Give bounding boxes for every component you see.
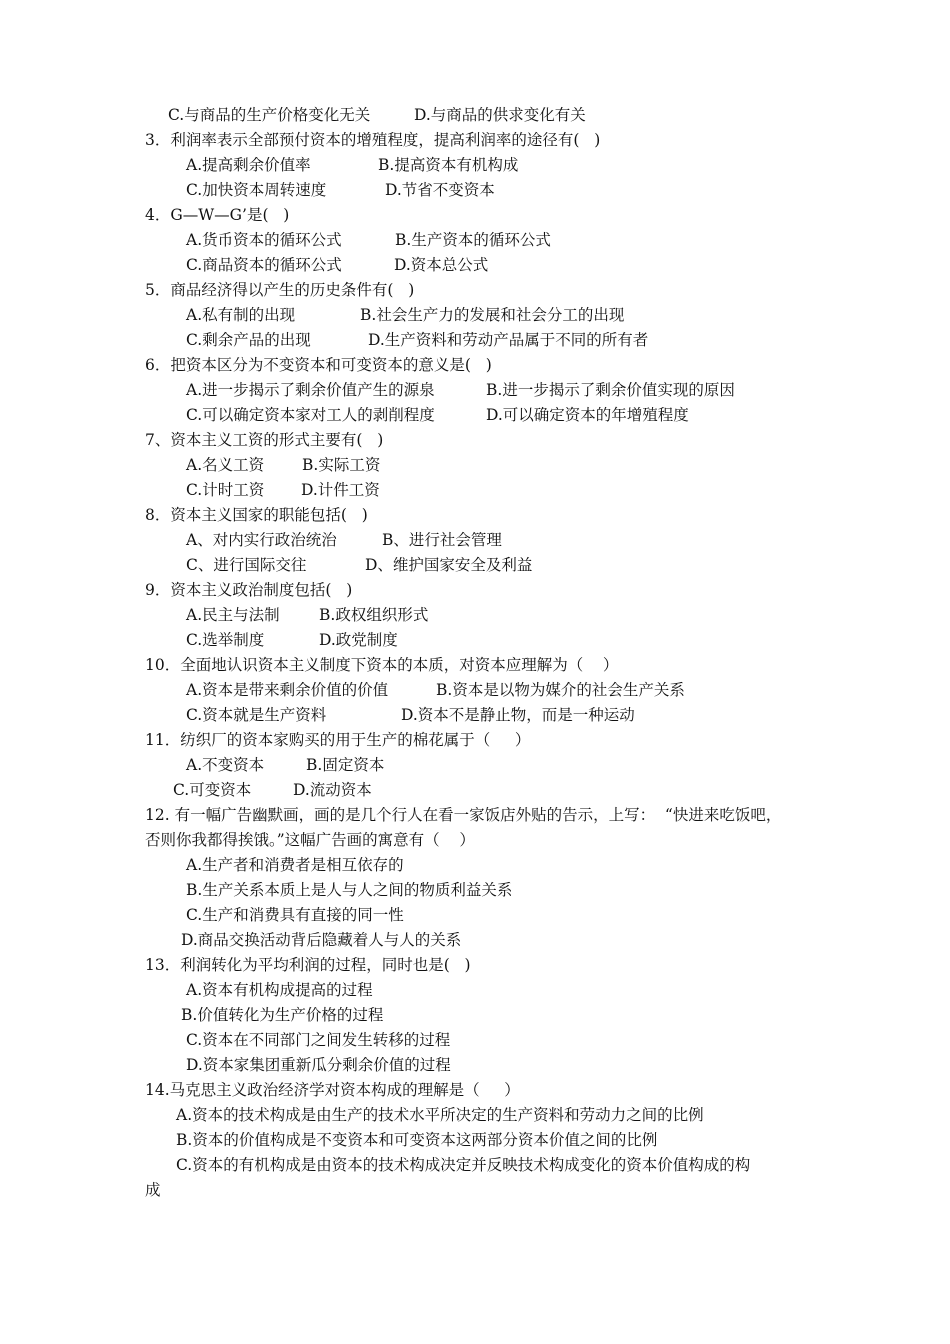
option-text: A.资本有机构成提高的过程 — [186, 981, 373, 999]
option-text: B.提高资本有机构成 — [378, 156, 519, 174]
option-text: B、进行社会管理 — [382, 531, 502, 549]
option-text: A.资本是带来剩余价值的价值 — [186, 681, 389, 699]
option-text: A.民主与法制 — [186, 606, 280, 624]
option-text: C.商品资本的循环公式 — [186, 256, 342, 274]
option-text: A.不变资本 — [186, 756, 265, 774]
option-text: A、对内实行政治统治 — [186, 531, 337, 549]
option-text: A.进一步揭示了剩余价值产生的源泉 — [186, 381, 435, 399]
option-text: A.货币资本的循环公式 — [186, 231, 342, 249]
option-text: A.名义工资 — [186, 456, 265, 474]
option-text: D.流动资本 — [293, 781, 372, 799]
option-text: B.生产资本的循环公式 — [395, 231, 551, 249]
question-text: 10．全面地认识资本主义制度下资本的本质，对资本应理解为（ ） — [145, 656, 619, 674]
question-text: 3．利润率表示全部预付资本的增殖程度，提高利润率的途径有( ) — [145, 131, 601, 149]
question-text: 13．利润转化为平均利润的过程，同时也是( ) — [145, 956, 471, 974]
option-text: D.计件工资 — [301, 481, 380, 499]
question-text: 11．纺织厂的资本家购买的用于生产的棉花属于（ ） — [145, 731, 531, 749]
option-text: A.资本的技术构成是由生产的技术水平所决定的生产资料和劳动力之间的比例 — [176, 1106, 704, 1124]
option-text: D.节省不变资本 — [385, 181, 495, 199]
option-text: C、进行国际交往 — [186, 556, 307, 574]
option-text: C.与商品的生产价格变化无关 — [168, 106, 371, 124]
option-text: D.资本总公式 — [394, 256, 489, 274]
option-text: C.资本的有机构成是由资本的技术构成决定并反映技术构成变化的资本价值构成的构 — [176, 1156, 751, 1174]
option-text: D.资本家集团重新瓜分剩余价值的过程 — [186, 1056, 451, 1074]
option-text: B.资本的价值构成是不变资本和可变资本这两部分资本价值之间的比例 — [176, 1131, 658, 1149]
question-text: 8．资本主义国家的职能包括( ) — [145, 506, 368, 524]
option-text: D、维护国家安全及利益 — [365, 556, 533, 574]
option-text: C.计时工资 — [186, 481, 265, 499]
option-text: B.社会生产力的发展和社会分工的出现 — [360, 306, 625, 324]
question-text: 6．把资本区分为不变资本和可变资本的意义是( ) — [145, 356, 492, 374]
option-text: B.资本是以物为媒介的社会生产关系 — [436, 681, 685, 699]
option-text: B.生产关系本质上是人与人之间的物质利益关系 — [186, 881, 513, 899]
question-text: 成 — [145, 1181, 161, 1199]
question-text: 7、资本主义工资的形式主要有( ) — [145, 431, 384, 449]
option-text: B.政权组织形式 — [319, 606, 429, 624]
option-text: A.私有制的出现 — [186, 306, 296, 324]
option-text: D.政党制度 — [319, 631, 398, 649]
question-text: 4．G—W—G’是( ) — [145, 206, 290, 224]
question-text: 5．商品经济得以产生的历史条件有( ) — [145, 281, 415, 299]
option-text: D.资本不是静止物，而是一种运动 — [401, 706, 635, 724]
question-text: 14.马克思主义政治经济学对资本构成的理解是（ ） — [145, 1081, 520, 1099]
option-text: A.生产者和消费者是相互依存的 — [186, 856, 404, 874]
option-text: B.实际工资 — [302, 456, 381, 474]
option-text: D.与商品的供求变化有关 — [414, 106, 586, 124]
option-text: C.选举制度 — [186, 631, 265, 649]
option-text: C.资本在不同部门之间发生转移的过程 — [186, 1031, 451, 1049]
option-text: C.剩余产品的出现 — [186, 331, 311, 349]
question-text: 12. 有一幅广告幽默画，画的是几个行人在看一家饭店外贴的告示，上写： “快进来吃饭吧， — [145, 806, 782, 824]
question-text: 9．资本主义政治制度包括( ) — [145, 581, 353, 599]
option-text: C.可以确定资本家对工人的剥削程度 — [186, 406, 435, 424]
option-text: A.提高剩余价值率 — [186, 156, 311, 174]
option-text: B.固定资本 — [306, 756, 385, 774]
option-text: C.加快资本周转速度 — [186, 181, 327, 199]
option-text: C.可变资本 — [173, 781, 252, 799]
option-text: C.生产和消费具有直接的同一性 — [186, 906, 404, 924]
option-text: B.价值转化为生产价格的过程 — [181, 1006, 384, 1024]
option-text: D.生产资料和劳动产品属于不同的所有者 — [368, 331, 649, 349]
option-text: C.资本就是生产资料 — [186, 706, 327, 724]
question-text: 否则你我都得挨饿。”这幅广告画的寓意有（ ） — [145, 831, 475, 849]
option-text: D.商品交换活动背后隐藏着人与人的关系 — [181, 931, 462, 949]
option-text: B.进一步揭示了剩余价值实现的原因 — [486, 381, 735, 399]
option-text: D.可以确定资本的年增殖程度 — [486, 406, 689, 424]
